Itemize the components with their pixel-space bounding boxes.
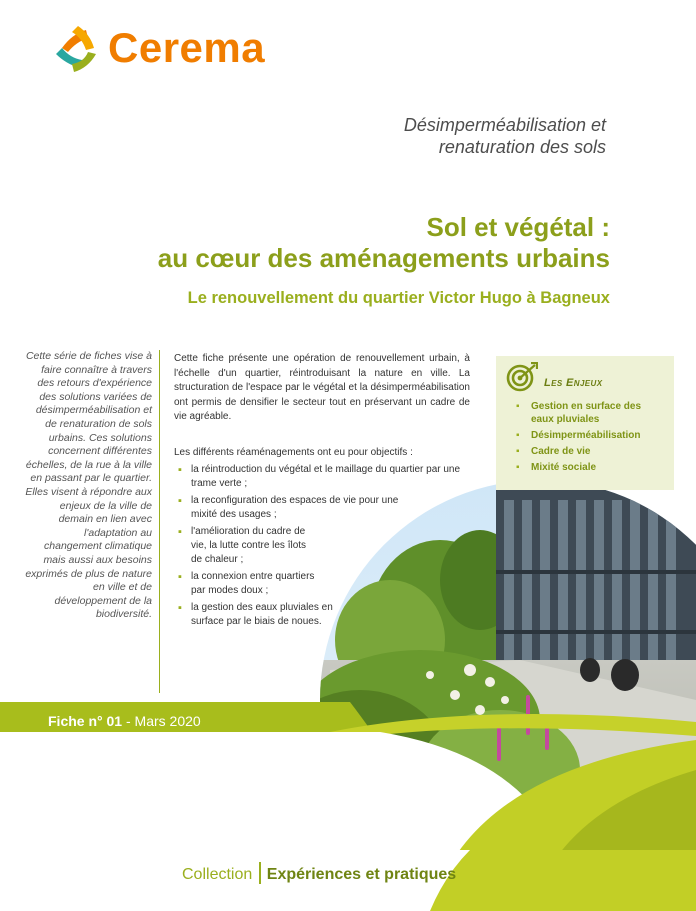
page-subtitle: Le renouvellement du quartier Victor Hugo à Bagneux [187,289,610,307]
list-item: ▪ la réintroduction du végétal et le maillage du quartier par une trame verte ; [174,463,467,492]
list-item: ▪ Cadre de vie [516,445,666,458]
collection-name: Expériences et pratiques [266,866,457,883]
intro-paragraph: Cette fiche présente une opération de renouvellement urbain, à l'échelle d'un quartier, réintroduisant la nature en ville. La structuration de l'espace par le végétal et la désimperméabilisation ont permis de densifier le secteur tout en préservant un cadre de vie agréable. [174,353,470,422]
list-item: ▪ Désimperméabilisation [516,429,666,442]
list-item: ▪ la connexion entre quartiers par modes doux ; [174,570,315,599]
series-title-line1: Désimperméabilisation et [403,115,606,135]
logo-mark-icon [56,26,96,72]
series-title-line2: renaturation des sols [438,137,606,157]
list-item: ▪ Mixité sociale [516,461,666,474]
title-line1: Sol et végétal : [426,212,610,242]
brand-name: Cerema [108,24,266,71]
objectives-title: Les différents réaménagements ont eu pour objectifs : [174,447,413,458]
list-item: ▪ la reconfiguration des espaces de vie pour une mixité des usages ; [174,494,413,523]
list-item: ▪ Gestion en surface des eaux pluviales [516,400,666,426]
fiche-separator: - [122,713,135,729]
series-title [306,114,606,158]
enjeux-title: Les Enjeux [544,377,603,389]
collection-label: Collection [182,866,253,883]
fiche-label [48,712,201,730]
list-item: ▪ la gestion des eaux pluviales en surface par le biais de noues. [174,601,341,630]
title-line2: au cœur des aménagements urbains [157,243,610,273]
collection-footer [182,862,456,886]
collection-divider [259,862,261,884]
series-description: Cette série de fiches vise à faire connaître à travers des retours d'expérience des solutions variées de désimperméabilisation et de renaturation de sols urbains. Ces solutions concernent différentes échelles, de la rue à la ville en passant par le quartier. Elles visent à répondre aux enjeux de la ville de demain en lien avec l'adaptation au changement climatique mais aussi aux besoins exprimés de plus de nature en ville et de développement de la biodiversité. [25,350,152,621]
enjeux-list [516,400,666,477]
fiche-number: Fiche n° 01 [48,713,123,729]
cover-photo [0,470,696,911]
page-title [90,212,610,274]
list-item: ▪ l'amélioration du cadre de vie, la lutte contre les îlots de chaleur ; [174,525,319,568]
fiche-date: Mars 2020 [134,713,201,729]
target-icon [506,362,538,392]
